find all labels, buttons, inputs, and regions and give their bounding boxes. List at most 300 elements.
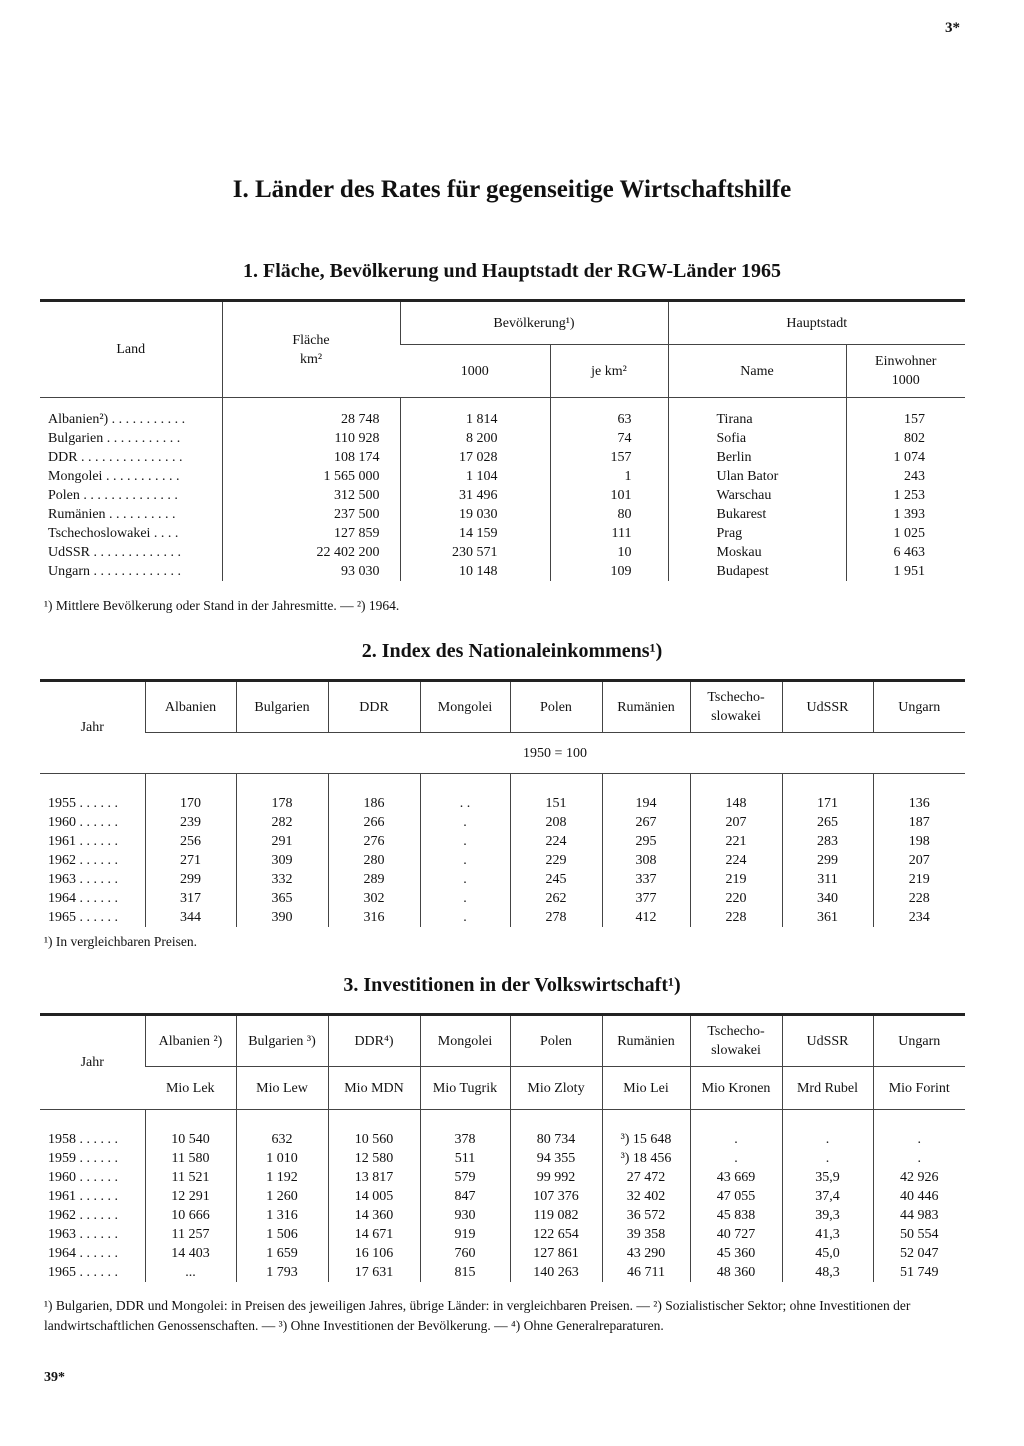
cell-value: 119 082: [510, 1206, 602, 1225]
cell-value: 140 263: [510, 1263, 602, 1282]
cell-value: 80 734: [510, 1110, 602, 1150]
cell-flaeche: 28 748: [222, 398, 400, 430]
header-bev-1000: 1000: [400, 345, 550, 398]
cell-jahr: 1965 . . . . . .: [48, 910, 118, 925]
table3-unit: Mio Zloty: [510, 1067, 602, 1110]
cell-value: 32 402: [602, 1187, 690, 1206]
table2-header-label: Albanien: [164, 699, 217, 715]
cell-value: 187: [873, 813, 965, 832]
cell-value: 37,4: [782, 1187, 873, 1206]
cell-einwohner: 1 951: [846, 562, 965, 581]
cell-value: 299: [782, 851, 873, 870]
cell-jahr: 1963 . . . . . .: [48, 872, 118, 887]
cell-value: 847: [420, 1187, 510, 1206]
cell-value: 280: [328, 851, 420, 870]
table-row: [40, 524, 965, 543]
table3-header-label: Albanien ²): [158, 1033, 223, 1049]
cell-value: 229: [510, 851, 602, 870]
cell-value: 377: [602, 889, 690, 908]
cell-value: 11 257: [145, 1225, 236, 1244]
table-row: [40, 398, 965, 430]
table3-header-6: [690, 1015, 782, 1067]
cell-value: ...: [145, 1263, 236, 1282]
cell-land: Polen . . . . . . . . . . . . . .: [48, 488, 178, 503]
cell-value: 278: [510, 908, 602, 927]
table-row: [40, 889, 965, 908]
table3-unit: Mio Forint: [873, 1067, 965, 1110]
cell-value: 224: [510, 832, 602, 851]
cell-value: 40 727: [690, 1225, 782, 1244]
cell-value: 291: [236, 832, 328, 851]
table3-header-label: Tschecho-: [707, 1024, 765, 1039]
table-row: [40, 1206, 965, 1225]
table-row: [40, 1187, 965, 1206]
cell-value: 311: [782, 870, 873, 889]
table3-header-label: UdSSR: [806, 1033, 849, 1049]
table3-header-label: Polen: [540, 1033, 572, 1049]
table-row: [40, 1149, 965, 1168]
cell-value: 10 560: [328, 1110, 420, 1150]
cell-value: 219: [873, 870, 965, 889]
cell-value: 282: [236, 813, 328, 832]
table-row: [40, 908, 965, 927]
table3-header-label-line2: slowakei: [711, 1043, 761, 1058]
table-row: [40, 870, 965, 889]
cell-jahr: 1960 . . . . . .: [48, 815, 118, 830]
cell-value: .: [873, 1110, 965, 1150]
cell-value: 632: [236, 1110, 328, 1150]
cell-value: 194: [602, 774, 690, 814]
cell-value: ³) 18 456: [602, 1149, 690, 1168]
cell-hauptstadt: Warschau: [668, 486, 846, 505]
cell-land: Bulgarien . . . . . . . . . . .: [48, 431, 181, 446]
table2-header-label: Rumänien: [617, 699, 675, 715]
cell-value: 148: [690, 774, 782, 814]
table-row: [40, 774, 965, 814]
cell-bevoelkerung: 1 814: [400, 398, 550, 430]
cell-flaeche: 110 928: [222, 429, 400, 448]
cell-land: UdSSR . . . . . . . . . . . . .: [48, 545, 182, 560]
table3-unit: Mrd Rubel: [782, 1067, 873, 1110]
cell-value: 760: [420, 1244, 510, 1263]
cell-value: 262: [510, 889, 602, 908]
table-row: [40, 1244, 965, 1263]
cell-value: 378: [420, 1110, 510, 1150]
cell-einwohner: 802: [846, 429, 965, 448]
cell-flaeche: 93 030: [222, 562, 400, 581]
cell-dichte: 74: [550, 429, 668, 448]
cell-value: 815: [420, 1263, 510, 1282]
cell-value: 39,3: [782, 1206, 873, 1225]
table2-header-label: Ungarn: [898, 699, 941, 715]
cell-einwohner: 243: [846, 467, 965, 486]
table3-unit: Mio Lei: [602, 1067, 690, 1110]
cell-value: 316: [328, 908, 420, 927]
table-row: [40, 832, 965, 851]
cell-land: Mongolei . . . . . . . . . . .: [48, 469, 180, 484]
cell-dichte: 157: [550, 448, 668, 467]
cell-value: 45 838: [690, 1206, 782, 1225]
cell-jahr: 1958 . . . . . .: [48, 1132, 118, 1147]
table2-header-jahr: Jahr: [40, 681, 145, 774]
cell-hauptstadt: Ulan Bator: [668, 467, 846, 486]
cell-value: 1 659: [236, 1244, 328, 1263]
table2-footnote: ¹) In vergleichbaren Preisen.: [44, 934, 197, 949]
header-flaeche-unit: km²: [299, 351, 323, 367]
cell-value: 14 005: [328, 1187, 420, 1206]
cell-value: 43 290: [602, 1244, 690, 1263]
cell-value: 579: [420, 1168, 510, 1187]
cell-value: 271: [145, 851, 236, 870]
cell-value: 283: [782, 832, 873, 851]
cell-value: 42 926: [873, 1168, 965, 1187]
cell-value: 245: [510, 870, 602, 889]
table2-header-8: [873, 681, 965, 733]
cell-dichte: 63: [550, 398, 668, 430]
cell-value: 219: [690, 870, 782, 889]
cell-einwohner: 1 393: [846, 505, 965, 524]
cell-value: 10 666: [145, 1206, 236, 1225]
header-einwohner-unit: 1000: [891, 373, 920, 388]
cell-value: 127 861: [510, 1244, 602, 1263]
cell-value: 48 360: [690, 1263, 782, 1282]
cell-value: 228: [873, 889, 965, 908]
cell-value: 220: [690, 889, 782, 908]
table2-header-1: [236, 681, 328, 733]
table-row: [40, 1263, 965, 1282]
table1: [40, 299, 965, 581]
table3-header-0: [145, 1015, 236, 1067]
cell-value: 308: [602, 851, 690, 870]
cell-value: 14 360: [328, 1206, 420, 1225]
cell-value: . .: [420, 774, 510, 814]
header-hauptstadt: Hauptstadt: [668, 301, 965, 345]
cell-einwohner: 1 074: [846, 448, 965, 467]
cell-einwohner: 1 253: [846, 486, 965, 505]
cell-value: 35,9: [782, 1168, 873, 1187]
cell-value: 295: [602, 832, 690, 851]
table2-header-label: Bulgarien: [254, 699, 310, 715]
table-row: [40, 505, 965, 524]
cell-value: 390: [236, 908, 328, 927]
table3-header-label: Mongolei: [437, 1033, 493, 1049]
cell-value: 289: [328, 870, 420, 889]
cell-hauptstadt: Berlin: [668, 448, 846, 467]
cell-value: 299: [145, 870, 236, 889]
cell-value: 43 669: [690, 1168, 782, 1187]
cell-value: 151: [510, 774, 602, 814]
cell-flaeche: 1 565 000: [222, 467, 400, 486]
table-row: [40, 543, 965, 562]
table2-header-label: Polen: [540, 699, 572, 715]
table-row: [40, 429, 965, 448]
cell-value: 14 671: [328, 1225, 420, 1244]
cell-flaeche: 108 174: [222, 448, 400, 467]
cell-value: 302: [328, 889, 420, 908]
cell-value: 228: [690, 908, 782, 927]
cell-value: 11 521: [145, 1168, 236, 1187]
cell-value: 207: [873, 851, 965, 870]
cell-value: 41,3: [782, 1225, 873, 1244]
cell-land: Albanien²) . . . . . . . . . . .: [48, 412, 186, 427]
cell-value: 13 817: [328, 1168, 420, 1187]
cell-value: 12 580: [328, 1149, 420, 1168]
cell-value: ³) 15 648: [602, 1110, 690, 1150]
header-bevoelkerung: Bevölkerung¹): [400, 301, 668, 345]
cell-value: .: [690, 1149, 782, 1168]
cell-jahr: 1963 . . . . . .: [48, 1227, 118, 1242]
cell-bevoelkerung: 17 028: [400, 448, 550, 467]
table3-title: 3. Investitionen in der Volkswirtschaft¹): [343, 974, 681, 996]
table2-header-label: DDR: [359, 699, 389, 715]
cell-value: 45,0: [782, 1244, 873, 1263]
cell-value: 361: [782, 908, 873, 927]
cell-jahr: 1962 . . . . . .: [48, 853, 118, 868]
cell-jahr: 1955 . . . . . .: [48, 796, 118, 811]
cell-value: 14 403: [145, 1244, 236, 1263]
cell-hauptstadt: Tirana: [668, 398, 846, 430]
cell-value: 47 055: [690, 1187, 782, 1206]
cell-value: 208: [510, 813, 602, 832]
cell-value: 36 572: [602, 1206, 690, 1225]
cell-value: 44 983: [873, 1206, 965, 1225]
cell-value: 266: [328, 813, 420, 832]
cell-value: 267: [602, 813, 690, 832]
cell-value: 17 631: [328, 1263, 420, 1282]
table-row: [40, 813, 965, 832]
table3-header-7: [782, 1015, 873, 1067]
cell-value: 48,3: [782, 1263, 873, 1282]
cell-value: 1 010: [236, 1149, 328, 1168]
cell-value: .: [420, 870, 510, 889]
table3-unit: Mio Kronen: [690, 1067, 782, 1110]
cell-value: 46 711: [602, 1263, 690, 1282]
cell-value: 234: [873, 908, 965, 927]
cell-value: 224: [690, 851, 782, 870]
cell-value: 94 355: [510, 1149, 602, 1168]
cell-value: 1 316: [236, 1206, 328, 1225]
cell-hauptstadt: Sofia: [668, 429, 846, 448]
header-name: Name: [668, 345, 846, 398]
table-row: [40, 1168, 965, 1187]
cell-value: .: [420, 851, 510, 870]
cell-bevoelkerung: 230 571: [400, 543, 550, 562]
cell-value: .: [420, 832, 510, 851]
table3-header-label: DDR⁴): [354, 1033, 394, 1049]
table-row: [40, 448, 965, 467]
cell-value: .: [782, 1110, 873, 1150]
cell-value: 919: [420, 1225, 510, 1244]
cell-value: 99 992: [510, 1168, 602, 1187]
table3-header-jahr: Jahr: [40, 1015, 145, 1110]
cell-land: Tschechoslowakei . . . .: [48, 526, 179, 541]
table2-header-label: UdSSR: [806, 699, 849, 715]
cell-value: 265: [782, 813, 873, 832]
cell-value: 171: [782, 774, 873, 814]
cell-value: 45 360: [690, 1244, 782, 1263]
table3-header-label: Bulgarien ³): [248, 1033, 316, 1049]
cell-bevoelkerung: 19 030: [400, 505, 550, 524]
cell-jahr: 1962 . . . . . .: [48, 1208, 118, 1223]
table-row: [40, 562, 965, 581]
table1-footnote: ¹) Mittlere Bevölkerung oder Stand in der Jahresmitte. — ²) 1964.: [44, 598, 400, 613]
cell-einwohner: 1 025: [846, 524, 965, 543]
table1-title: 1. Fläche, Bevölkerung und Hauptstadt der RGW-Länder 1965: [242, 260, 782, 282]
table-row: [40, 1110, 965, 1150]
bottom-page-number: 39*: [44, 1370, 65, 1385]
table2-header-label: Tschecho-: [707, 690, 765, 705]
cell-bevoelkerung: 8 200: [400, 429, 550, 448]
cell-value: .: [420, 889, 510, 908]
table3-header-3: [420, 1015, 510, 1067]
table2-header-label: Mongolei: [437, 699, 493, 715]
table2-header-4: [510, 681, 602, 733]
cell-hauptstadt: Budapest: [668, 562, 846, 581]
cell-flaeche: 237 500: [222, 505, 400, 524]
cell-bevoelkerung: 31 496: [400, 486, 550, 505]
cell-bevoelkerung: 10 148: [400, 562, 550, 581]
cell-value: 276: [328, 832, 420, 851]
cell-value: 317: [145, 889, 236, 908]
cell-value: 239: [145, 813, 236, 832]
cell-einwohner: 157: [846, 398, 965, 430]
table-row: [40, 1225, 965, 1244]
cell-value: 309: [236, 851, 328, 870]
cell-jahr: 1960 . . . . . .: [48, 1170, 118, 1185]
table-row: [40, 851, 965, 870]
table2-header-0: [145, 681, 236, 733]
cell-value: 51 749: [873, 1263, 965, 1282]
cell-land: Rumänien . . . . . . . . . .: [48, 507, 176, 522]
cell-flaeche: 127 859: [222, 524, 400, 543]
cell-value: 198: [873, 832, 965, 851]
table3-unit: Mio MDN: [328, 1067, 420, 1110]
cell-value: 39 358: [602, 1225, 690, 1244]
cell-jahr: 1964 . . . . . .: [48, 891, 118, 906]
table2: [40, 679, 965, 927]
cell-hauptstadt: Moskau: [668, 543, 846, 562]
cell-value: .: [690, 1110, 782, 1150]
cell-flaeche: 312 500: [222, 486, 400, 505]
table2-header-7: [782, 681, 873, 733]
table3-header-label: Ungarn: [898, 1033, 941, 1049]
cell-bevoelkerung: 1 104: [400, 467, 550, 486]
cell-value: 16 106: [328, 1244, 420, 1263]
cell-land: DDR . . . . . . . . . . . . . . .: [48, 450, 183, 465]
table3-header-1: [236, 1015, 328, 1067]
cell-value: 340: [782, 889, 873, 908]
cell-value: 40 446: [873, 1187, 965, 1206]
cell-dichte: 109: [550, 562, 668, 581]
cell-dichte: 80: [550, 505, 668, 524]
cell-value: .: [420, 908, 510, 927]
cell-value: 344: [145, 908, 236, 927]
cell-value: 332: [236, 870, 328, 889]
table2-header-2: [328, 681, 420, 733]
cell-value: 178: [236, 774, 328, 814]
table3-header-label: Rumänien: [617, 1033, 675, 1049]
table2-title: 2. Index des Nationaleinkommens¹): [361, 640, 663, 662]
table-row: [40, 467, 965, 486]
cell-value: 412: [602, 908, 690, 927]
cell-dichte: 101: [550, 486, 668, 505]
cell-value: 107 376: [510, 1187, 602, 1206]
cell-jahr: 1961 . . . . . .: [48, 1189, 118, 1204]
cell-dichte: 1: [550, 467, 668, 486]
cell-value: 1 506: [236, 1225, 328, 1244]
table3: [40, 1013, 965, 1282]
cell-value: 337: [602, 870, 690, 889]
header-flaeche-label: Fläche: [292, 332, 330, 348]
header-bev-km2: je km²: [550, 345, 668, 398]
cell-einwohner: 6 463: [846, 543, 965, 562]
cell-value: 136: [873, 774, 965, 814]
header-land: Land: [40, 301, 222, 398]
page-number: 3*: [945, 20, 960, 36]
cell-value: 1 192: [236, 1168, 328, 1187]
cell-flaeche: 22 402 200: [222, 543, 400, 562]
cell-value: 10 540: [145, 1110, 236, 1150]
cell-value: .: [873, 1149, 965, 1168]
header-einwohner-label: Einwohner: [875, 354, 937, 369]
table3-header-2: [328, 1015, 420, 1067]
cell-jahr: 1961 . . . . . .: [48, 834, 118, 849]
cell-value: 12 291: [145, 1187, 236, 1206]
cell-dichte: 111: [550, 524, 668, 543]
cell-value: 207: [690, 813, 782, 832]
table3-footnote: ¹) Bulgarien, DDR und Mongolei: in Preisen des jeweiligen Jahres, übrige Länder: in vergleichbaren Preisen. — ²) Sozialistischer Sektor; ohne Investitionen der landwirtschaftlichen Genossenschaften. — ³) Ohne Investitionen der Bevölkerung. — ⁴) Ohne Generalreparaturen.: [44, 1298, 911, 1333]
cell-value: 122 654: [510, 1225, 602, 1244]
cell-land: Ungarn . . . . . . . . . . . . .: [48, 564, 181, 579]
table3-header-4: [510, 1015, 602, 1067]
table3-unit: Mio Tugrik: [420, 1067, 510, 1110]
table2-header-5: [602, 681, 690, 733]
table2-base-label: 1950 = 100: [145, 733, 965, 774]
table3-header-8: [873, 1015, 965, 1067]
table-row: [40, 486, 965, 505]
cell-value: 1 260: [236, 1187, 328, 1206]
table2-header-label-line2: slowakei: [711, 709, 761, 724]
cell-value: 511: [420, 1149, 510, 1168]
cell-value: 170: [145, 774, 236, 814]
cell-value: 365: [236, 889, 328, 908]
table2-header-6: [690, 681, 782, 733]
table3-unit: Mio Lek: [145, 1067, 236, 1110]
cell-bevoelkerung: 14 159: [400, 524, 550, 543]
cell-value: 50 554: [873, 1225, 965, 1244]
cell-jahr: 1964 . . . . . .: [48, 1246, 118, 1261]
cell-value: 27 472: [602, 1168, 690, 1187]
header-flaeche: [222, 301, 400, 398]
cell-value: 186: [328, 774, 420, 814]
header-einwohner: [846, 345, 965, 398]
table2-header-3: [420, 681, 510, 733]
cell-value: .: [782, 1149, 873, 1168]
cell-value: 256: [145, 832, 236, 851]
cell-jahr: 1959 . . . . . .: [48, 1151, 118, 1166]
cell-value: 1 793: [236, 1263, 328, 1282]
cell-dichte: 10: [550, 543, 668, 562]
main-title: I. Länder des Rates für gegenseitige Wirtschaftshilfe: [232, 176, 792, 203]
table3-header-5: [602, 1015, 690, 1067]
cell-value: 930: [420, 1206, 510, 1225]
cell-value: .: [420, 813, 510, 832]
cell-jahr: 1965 . . . . . .: [48, 1265, 118, 1280]
cell-value: 52 047: [873, 1244, 965, 1263]
cell-value: 221: [690, 832, 782, 851]
cell-value: 11 580: [145, 1149, 236, 1168]
cell-hauptstadt: Prag: [668, 524, 846, 543]
